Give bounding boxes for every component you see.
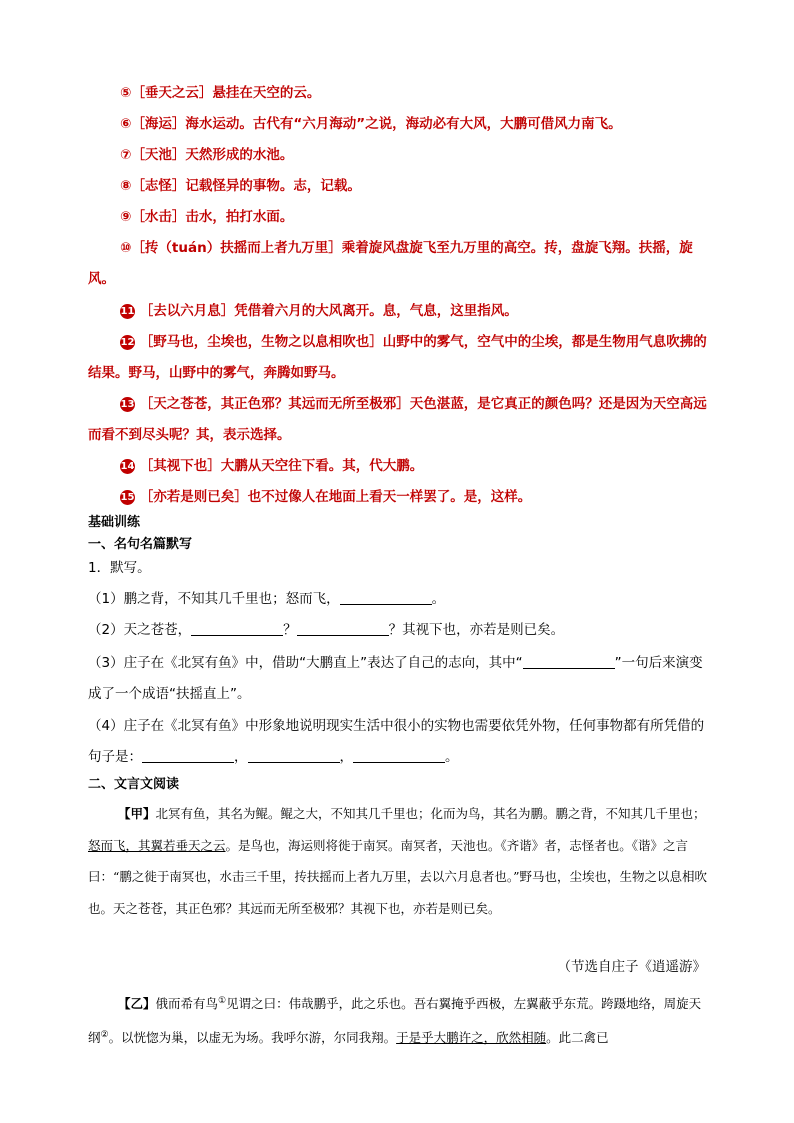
- passage-yi-label: 【乙】: [118, 996, 156, 1012]
- answer-blank[interactable]: [297, 621, 389, 636]
- note-9: ⑨［水击］击水，拍打水面。: [120, 209, 294, 225]
- question-1-4: （4）庄子在《北冥有鱼》中形象地说明现实生活中很小的实物也需要依凭外物，任何事物都有所凭借的句子是： ， ， 。: [88, 718, 705, 765]
- answer-blank[interactable]: [523, 654, 615, 669]
- note-14: 14 ［其视下也］大鹏从天空往下看。其，代大鹏。: [120, 458, 424, 474]
- note-12: 12 ［野马也，尘埃也，生物之以息相吹也］山野中的雾气，空气中的尘埃，都是生物用气息吹拂的结果。野马，山野中的雾气，奔腾如野马。: [88, 334, 707, 381]
- passage-jia-label: 【甲】: [118, 806, 156, 821]
- note-10: ⑩［抟（tuán）扶摇而上者九万里］乘着旋风盘旋飞至九万里的高空。抟，盘旋飞翔。扶摇，旋风。: [88, 240, 693, 287]
- passage-yi: 【乙】俄而希有鸟①见谓之曰：伟哉鹏乎，此之乐也。吾右翼掩乎西极，左翼蔽乎东荒。跨蹑地络，周旋天纲②。以恍惚为巢，以虚无为场。我呼尔游，尔同我翔。于是乎大鹏许之，欣然相随。此二禽已: [88, 996, 702, 1045]
- answer-blank[interactable]: [248, 748, 340, 763]
- note-8: ⑧［志怪］记载怪异的事物。志，记载。: [120, 178, 361, 194]
- passage-jia: 【甲】北冥有鱼，其名为鲲。鲲之大，不知其几千里也；化而为鸟，其名为鹏。鹏之背，不知其几千里也；怒而飞，其翼若垂天之云。是鸟也，海运则将徙于南冥。南冥者，天池也。《齐谐》者，志怪者也。《谐》之言曰：“鹏之徙于南冥也，水击三千里，抟扶摇而上者九万里，去以六月息者也。”野马也，尘埃也，生物之以息相吹也。天之苍苍，其正色邪？其远而无所至极邪？其视下也，亦若是则已矣。: [88, 806, 708, 916]
- section-one-heading: 一、名句名篇默写: [88, 537, 193, 552]
- note-5: ⑤［垂天之云］悬挂在天空的云。: [120, 85, 321, 101]
- note-6: ⑥［海运］海水运动。古代有“六月海动”之说，海动必有大风，大鹏可借风力南飞。: [120, 116, 622, 132]
- note-15: 15 ［亦若是则已矣］也不过像人在地面上看天一样罢了。是，这样。: [120, 489, 532, 505]
- section-two-heading: 二、文言文阅读: [88, 777, 180, 792]
- question-1-2: （2）天之苍苍， ？ ？其视下也，亦若是则已矣。: [88, 622, 565, 638]
- answer-blank[interactable]: [340, 590, 432, 605]
- passage-source: （节选自庄子《逍遥游》: [557, 959, 706, 975]
- note-7: ⑦［天池］天然形成的水池。: [120, 147, 294, 163]
- note-13: 13 ［天之苍苍，其正色邪？其远而无所至极邪］天色湛蓝，是它真正的颜色吗？还是因为天空高远而看不到尽头呢？其，表示选择。: [88, 396, 707, 443]
- section-training-heading: 基础训练: [88, 515, 141, 530]
- answer-blank[interactable]: [142, 748, 234, 763]
- note-11: 11 ［去以六月息］凭借着六月的大风离开。息，气息，这里指风。: [120, 303, 518, 319]
- question-1-3: （3）庄子在《北冥有鱼》中，借助“大鹏直上”表达了自己的志向，其中“ ”一句后来演变成了一个成语“扶摇直上”。: [88, 655, 703, 702]
- answer-blank[interactable]: [353, 748, 445, 763]
- question-1-1: （1）鹏之背，不知其几千里也；怒而飞， 。: [88, 591, 446, 607]
- question-1-title: 1．默写。: [88, 560, 151, 576]
- underlined-sentence: 怒而飞，其翼若垂天之云: [88, 837, 226, 853]
- underlined-sentence: 于是乎大鹏许之，欣然相随: [396, 1029, 547, 1045]
- footnote-marker: ①: [218, 996, 227, 1006]
- footnote-marker: ②: [100, 1029, 109, 1040]
- answer-blank[interactable]: [191, 621, 283, 636]
